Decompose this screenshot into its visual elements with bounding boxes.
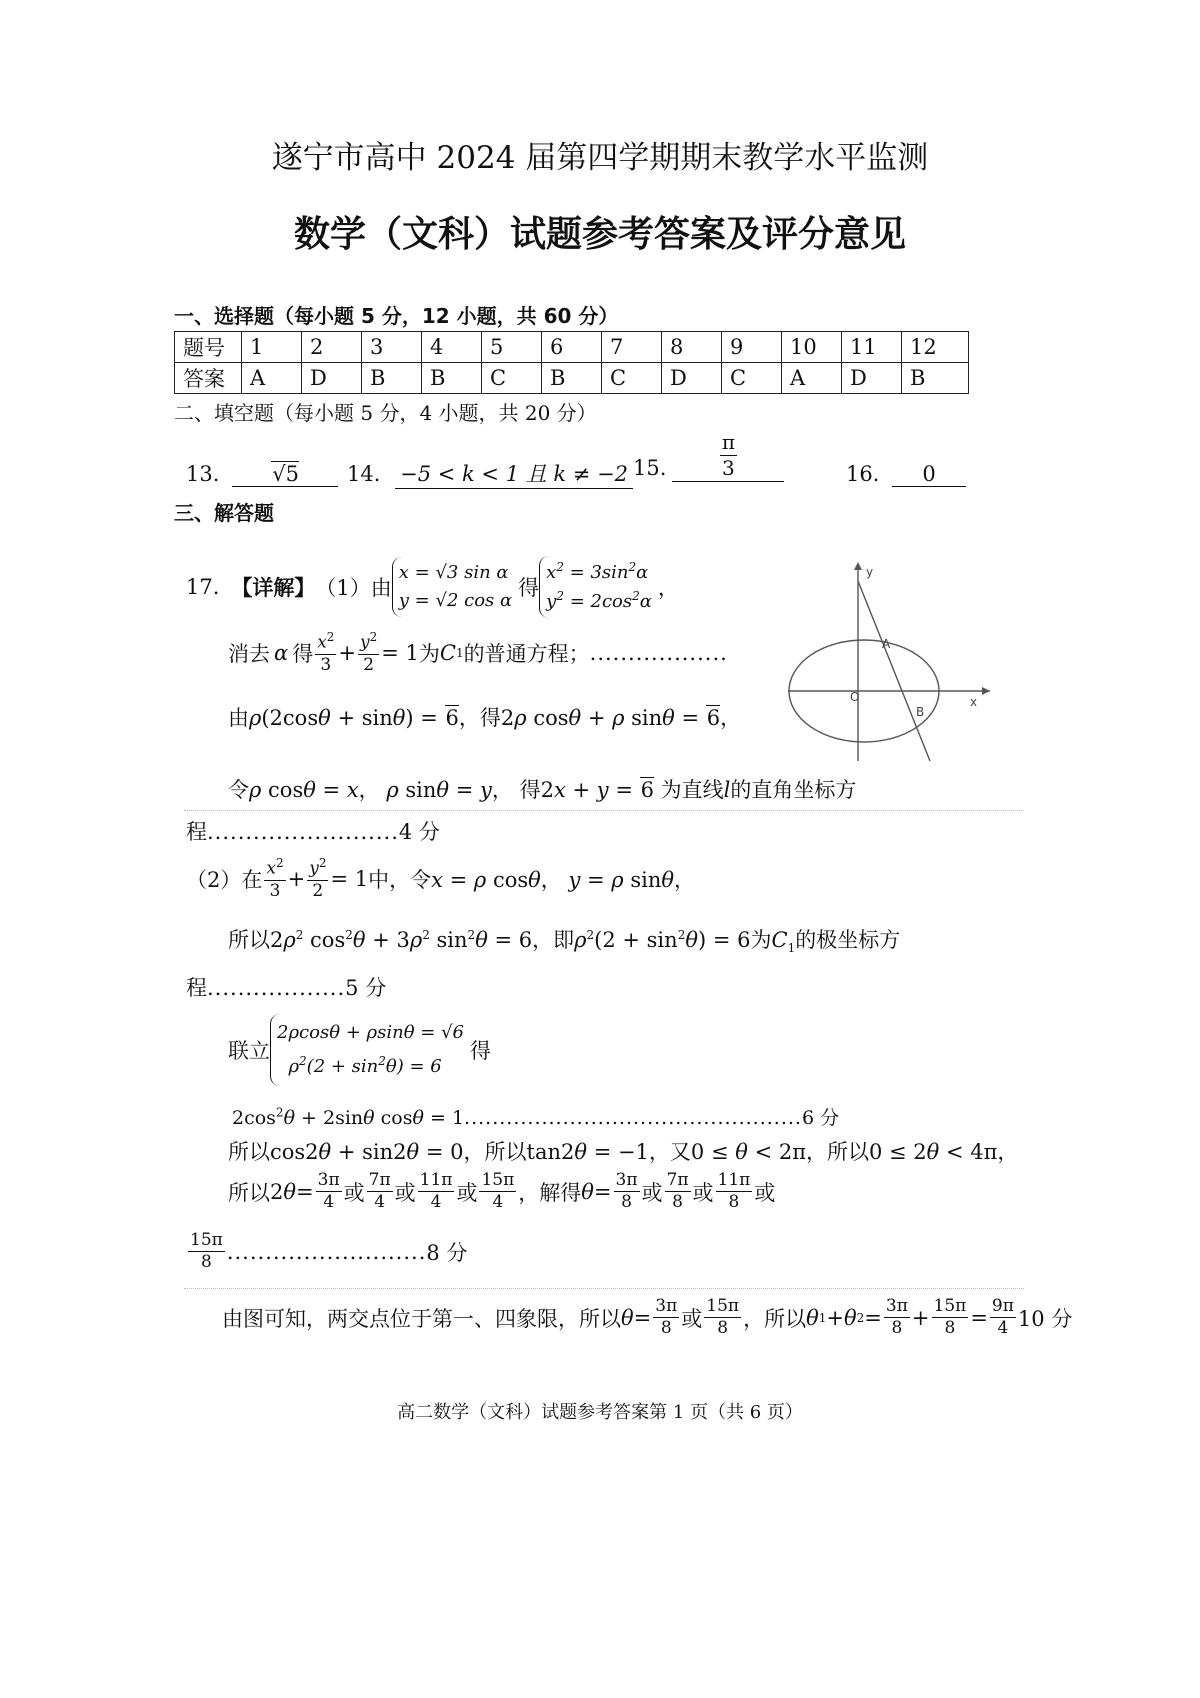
blank-number: 16. bbox=[846, 462, 880, 486]
section1-heading: 一、选择题（每小题 5 分，12 小题，共 60 分） bbox=[174, 304, 619, 328]
problem-number: 17. bbox=[186, 574, 220, 599]
line-l bbox=[858, 581, 930, 761]
document-title: 遂宁市高中 2024 届第四学期期末教学水平监测 bbox=[271, 140, 929, 176]
fraction: $\frac{15\pi}{4}$ bbox=[481, 1170, 515, 1213]
fraction: $\frac{15\pi}{8}$ bbox=[933, 1296, 967, 1339]
text: 中，令 bbox=[368, 868, 432, 893]
score-mark: 6 分 bbox=[801, 1107, 840, 1129]
detail-tag: 【详解】 bbox=[231, 574, 316, 600]
number-cell: 9 bbox=[722, 332, 782, 363]
page-footer: 高二数学（文科）试题参考答案第 1 页（共 6 页） bbox=[397, 1402, 803, 1423]
number-cell: 7 bbox=[602, 332, 662, 363]
text: 的普通方程； bbox=[463, 642, 590, 667]
answer-cell: B bbox=[362, 363, 422, 394]
fraction: $\frac{7\pi}{8}$ bbox=[666, 1170, 689, 1213]
fraction: $\frac{15\pi}{8}$ bbox=[190, 1230, 223, 1273]
text: 或 bbox=[343, 1180, 365, 1205]
text: 的直角坐标方 bbox=[730, 778, 857, 802]
answer-cell: D bbox=[302, 363, 362, 394]
answer-cell: D bbox=[842, 363, 902, 394]
p17-line4: 令ρ cosθ = x， ρ sinθ = y， 得2x + y = 6 为直线l的直角坐标方 bbox=[228, 778, 857, 802]
blank-number: 14. bbox=[347, 462, 381, 486]
row-label-answer: 答案 bbox=[175, 363, 242, 394]
word-de: 得 bbox=[518, 575, 540, 600]
word-de: 得 bbox=[470, 1039, 492, 1064]
p17-line2: 消去 α 得 $\frac{x^2}{3}$ + $\frac{y^2}{2}$ = 1 为 C 1 的普通方程； .................. bbox=[228, 630, 728, 675]
table-row-numbers bbox=[175, 332, 969, 363]
row-label-number: 题号 bbox=[175, 332, 242, 363]
answer-cell: C bbox=[602, 363, 662, 394]
blank-13 bbox=[186, 462, 338, 487]
text: ，得 bbox=[458, 706, 501, 730]
label-a: A bbox=[882, 637, 891, 651]
blank-answer bbox=[232, 462, 338, 487]
text: ，又 bbox=[648, 1140, 691, 1164]
number-cell: 1 bbox=[242, 332, 302, 363]
part-label: （2）在 bbox=[186, 868, 263, 893]
number-cell: 4 bbox=[422, 332, 482, 363]
number-cell: 5 bbox=[482, 332, 542, 363]
divider bbox=[184, 1288, 1024, 1289]
number-cell: 10 bbox=[782, 332, 842, 363]
number-cell: 12 bbox=[902, 332, 969, 363]
fraction: $\frac{x^2}{3}$ bbox=[317, 630, 335, 675]
answer-cell: C bbox=[722, 363, 782, 394]
number-cell: 6 bbox=[542, 332, 602, 363]
fraction: $\frac{y^2}{2}$ bbox=[360, 630, 378, 675]
answer-cell: A bbox=[242, 363, 302, 394]
text: 联立 bbox=[228, 1039, 270, 1064]
sqrt5-answer: √5 bbox=[272, 462, 299, 486]
part-label: （1）由 bbox=[315, 575, 392, 600]
number-cell: 3 bbox=[362, 332, 422, 363]
text: 所以 bbox=[228, 928, 270, 952]
fraction: $\frac{3\pi}{4}$ bbox=[317, 1170, 340, 1213]
fraction: $\frac{11\pi}{8}$ bbox=[717, 1170, 751, 1213]
denominator: 3 bbox=[722, 456, 735, 480]
section3-heading: 三、解答题 bbox=[174, 501, 274, 525]
squared-system: $x^2 = 3\sin^2\alpha$ $y^2 = 2\cos^2\alpha$ bbox=[539, 556, 658, 618]
ellipse-line-figure bbox=[780, 556, 1000, 766]
fraction: $\frac{3\pi}{8}$ bbox=[655, 1296, 678, 1339]
blank-number: 13. bbox=[186, 462, 220, 486]
p17-part2-line3: 程..................5 分 bbox=[186, 976, 387, 1000]
document-subtitle: 数学（文科）试题参考答案及评分意见 bbox=[293, 214, 906, 255]
pi-over-3 bbox=[720, 430, 737, 481]
word-de: 得 bbox=[292, 642, 314, 667]
text: 所以 bbox=[228, 1180, 270, 1205]
section2-heading: 二、填空题（每小题 5 分，4 小题，共 20 分） bbox=[174, 401, 597, 425]
text: ，解得 bbox=[518, 1180, 582, 1205]
text: ，所以 bbox=[743, 1306, 807, 1331]
score-mark: 5 分 bbox=[345, 976, 387, 1000]
text: 程 bbox=[186, 976, 207, 1000]
polar-system: 2ρcosθ + ρsinθ = √6 $\rho^2(2 + \sin^2\theta) = 6$ bbox=[270, 1014, 470, 1086]
text: 消去 bbox=[228, 642, 270, 667]
p17-part2-line5: 所以cos2θ + sin2θ = 0，所以tan2θ = −1，又0 ≤ θ < 2π，所以0 ≤ 2θ < 4π， bbox=[228, 1140, 1019, 1164]
blank-16 bbox=[846, 462, 966, 487]
answer-cell: B bbox=[422, 363, 482, 394]
table-row-answers bbox=[175, 363, 969, 394]
label-o: O bbox=[850, 690, 860, 704]
text: 或 bbox=[754, 1180, 776, 1205]
answer-cell: D bbox=[662, 363, 722, 394]
p17-line3: 由ρ(2cosθ + sinθ) = 6，得2ρ cosθ + ρ sinθ = 6， bbox=[228, 706, 742, 730]
text: 程 bbox=[186, 820, 207, 844]
score-mark: 8 分 bbox=[426, 1240, 468, 1265]
fraction: $\frac{y^2}{2}$ bbox=[309, 856, 327, 901]
blank-answer: −5 < k < 1 且 k ≠ −2 bbox=[395, 458, 633, 489]
label-y: y bbox=[866, 565, 874, 579]
text: 由 bbox=[228, 706, 249, 730]
text: 为 bbox=[750, 928, 772, 952]
x-axis-arrow bbox=[982, 687, 990, 695]
p17-part2-line1: （2）在 $\frac{x^2}{3}$ + $\frac{y^2}{2}$ = 1 中，令 x = ρ cosθ， y = ρ sinθ， bbox=[186, 856, 696, 901]
param-system: x = √3 sin α y = √2 cos α bbox=[392, 557, 518, 617]
number-cell: 11 bbox=[842, 332, 902, 363]
fraction: $\frac{11\pi}{4}$ bbox=[419, 1170, 453, 1213]
text: 为 bbox=[418, 642, 440, 667]
text: 或 bbox=[692, 1180, 714, 1205]
text: 令 bbox=[228, 778, 249, 802]
score-mark: 4 分 bbox=[398, 820, 440, 844]
y-axis-arrow bbox=[854, 562, 862, 570]
p17-part2-line6: 所以 2 θ = $\frac{3\pi}{4}$ 或 $\frac{7\pi}{4}$ 或 $\frac{11\pi}{4}$ 或 $\frac{15\pi}{4}$ ，解得 θ = $\frac{3\pi}{8}$ 或 $\frac{7\pi}{8}$ 或 $\frac{11\pi}{8}$ 或 bbox=[228, 1170, 776, 1213]
text: 或 bbox=[641, 1180, 663, 1205]
text: 或 bbox=[681, 1306, 703, 1331]
fraction: $\frac{3\pi}{8}$ bbox=[615, 1170, 638, 1213]
numerator: π bbox=[721, 430, 735, 454]
blank-14 bbox=[347, 458, 633, 489]
p17-part2-line2: 所以$2\rho^2$ $\cos^2\theta + 3\rho^2$ $\sin^2\theta = 6$，即$\rho^2(2 + \sin^2\theta) = 6$为$C_1$的极坐标方 bbox=[228, 928, 901, 956]
number-cell: 2 bbox=[302, 332, 362, 363]
answer-cell: B bbox=[902, 363, 969, 394]
text: 为直线 bbox=[660, 778, 724, 802]
fraction: $\frac{9\pi}{4}$ bbox=[991, 1296, 1014, 1339]
score-mark: 10 分 bbox=[1017, 1306, 1073, 1331]
word-de: 得 bbox=[519, 778, 541, 802]
fraction: $\frac{x^2}{3}$ bbox=[266, 856, 284, 901]
p17-part2-line7: $\frac{15\pi}{8}$ .......................... 8 分 bbox=[190, 1230, 468, 1273]
text: ，所以 bbox=[463, 1140, 527, 1164]
fraction: $\frac{7\pi}{4}$ bbox=[368, 1170, 391, 1213]
text: 或 bbox=[456, 1180, 478, 1205]
label-b: B bbox=[916, 705, 925, 719]
divider bbox=[184, 810, 1024, 811]
text: 所以 bbox=[228, 1140, 270, 1164]
blank-answer: 0 bbox=[892, 462, 966, 487]
blank-15 bbox=[633, 430, 784, 482]
answer-cell: C bbox=[482, 363, 542, 394]
text: 的极坐标方 bbox=[795, 928, 901, 952]
answer-cell: B bbox=[542, 363, 602, 394]
number-cell: 8 bbox=[662, 332, 722, 363]
answer-cell: A bbox=[782, 363, 842, 394]
p17-part2-line4: $2\cos^2\theta + 2\sin\theta$ cosθ = 1................................................6 分 bbox=[232, 1105, 840, 1129]
blank-number: 15. bbox=[633, 456, 667, 480]
fraction: $\frac{3\pi}{8}$ bbox=[885, 1296, 908, 1339]
answer-table bbox=[174, 331, 969, 394]
blank-answer bbox=[672, 430, 784, 482]
text: 由图可知，两交点位于第一、四象限，所以 bbox=[222, 1306, 621, 1331]
text: ，所以 bbox=[806, 1140, 869, 1164]
p17-line1: 17. 【详解】 （1）由 x = √3 sin α y = √2 cos α 得 $x^2 = 3\sin^2\alpha$ $y^2 = 2\cos^2\alpha$ ， bbox=[186, 556, 679, 618]
text: ，即 bbox=[532, 928, 575, 952]
fraction: $\frac{15\pi}{8}$ bbox=[706, 1296, 740, 1339]
label-x: x bbox=[970, 695, 978, 709]
p17-part2-system bbox=[228, 1014, 491, 1086]
text: 或 bbox=[394, 1180, 416, 1205]
p17-line5: 程.........................4 分 bbox=[186, 820, 440, 844]
p17-final-line: 由图可知，两交点位于第一、四象限，所以 θ = $\frac{3\pi}{8}$ 或 $\frac{15\pi}{8}$ ，所以 θ 1 + θ 2 = $\frac{3\pi}{8}$ + $\frac{15\pi}{8}$ = $\frac{9\pi}{4}$ 10 分 bbox=[222, 1296, 1073, 1339]
